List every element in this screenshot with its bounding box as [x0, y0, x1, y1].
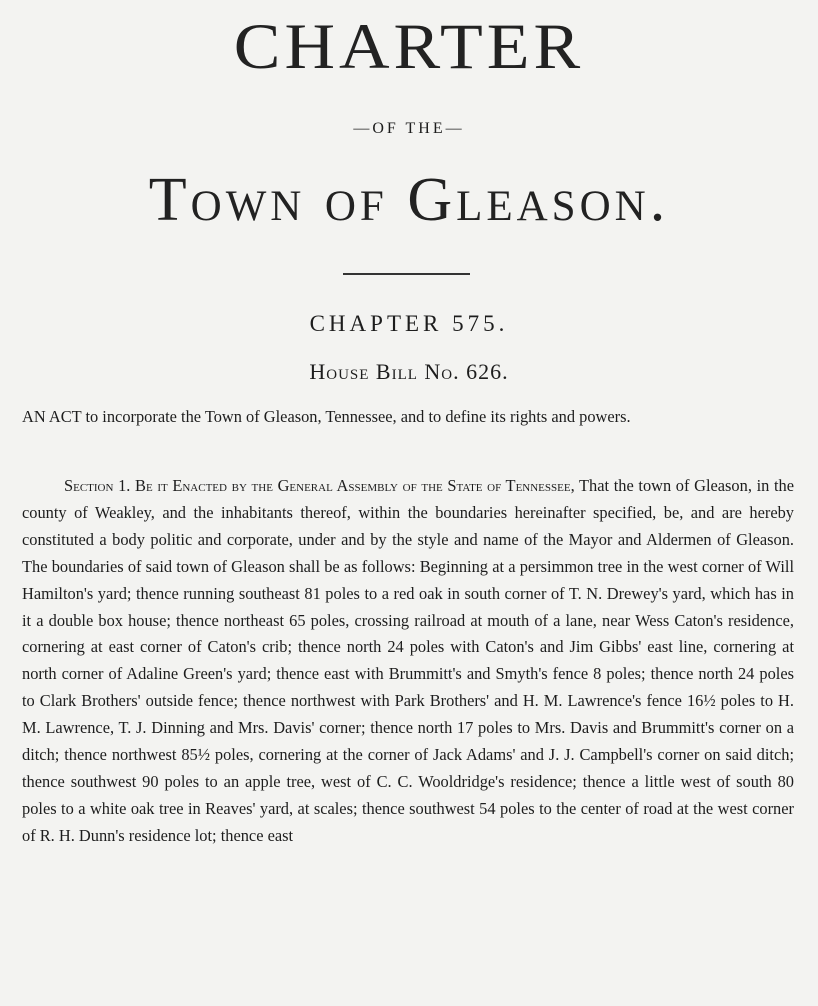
- section-text: That the town of Gleason, in the county of Weakley, and the inhabitants thereof, within the boundaries hereinafter specified, be, and are hereby constituted a body politic and corporate, under and by the style and name of the Mayor and Aldermen of Gleason. The boundaries of said town of Gleason shall be as follows: Beginning at a persimmon tree in the west corner of Will Hamilton's yard; thence running southeast 81 poles to a red oak in south corner of T. N. Drewey's yard, which has in it a double box house; thence northeast 65 poles, crossing railroad at mouth of a lane, near Wess Caton's residence, cornering at east corner of Caton's crib; thence north 24 poles with Caton's and Jim Gibbs' east line, cornering at north corner of Adaline Green's yard; thence east with Brummitt's and Smyth's fence 8 poles; thence north 24 poles to Clark Brothers' outside fence; thence northwest with Park Brothers' and H. M. Lawrence's fence 16½ poles to H. M. Lawrence, T. J. Dinning and Mrs. Davis' corner; thence north 17 poles to Mrs. Davis and Brummitt's corner on a ditch; thence northwest 85½ poles, cornering at the corner of Jack Adams' and J. J. Campbell's corner on said ditch; thence southwest 90 poles to an apple tree, west of C. C. Wooldridge's residence; thence a little west of south 80 poles to a white oak tree in Reaves' yard, at scales; thence southwest 54 poles to the center of road at the west corner of R. H. Dunn's residence lot; thence east: [22, 476, 794, 845]
- section-heading: Section 1. Be it Enacted by the General Assembly of the State of Tennessee,: [64, 476, 575, 495]
- divider-rule: [343, 273, 470, 275]
- of-the-subtitle: —OF THE—: [353, 120, 465, 137]
- act-paragraph: [22, 404, 794, 431]
- town-title: Town of Gleason.: [148, 166, 670, 234]
- charter-title: CHARTER: [233, 12, 585, 83]
- section-one-paragraph: [22, 473, 794, 850]
- section-body: [22, 473, 794, 850]
- act-text: AN ACT to incorporate the Town of Gleason, Tennessee, and to define its rights and powers.: [22, 407, 631, 426]
- house-bill-heading: House Bill No. 626.: [309, 359, 509, 384]
- chapter-heading: CHAPTER 575.: [309, 311, 509, 336]
